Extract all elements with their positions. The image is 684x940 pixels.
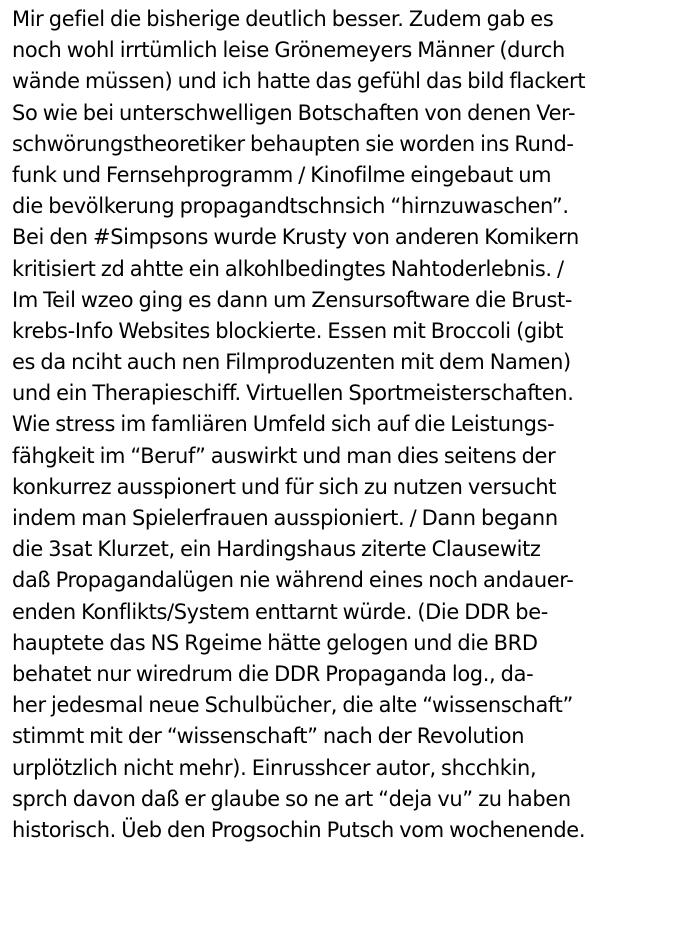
text-line: So wie bei unterschwelligen Botschaften von denen Ver- [12,100,576,125]
text-line: Wie stress im famliären Umfeld sich auf die Leistungs- [12,412,555,437]
text-line: fähgkeit im “Beruf” auswirkt und man dies seitens der [12,443,556,468]
text-line: Bei den #Simpsons wurde Krusty von anderen Komikern [12,225,579,250]
text-line: behatet nur wiredrum die DDR Propaganda log., da- [12,661,534,686]
text-line: indem man Spielerfrauen ausspioniert. / Dann begann [12,506,558,530]
text-line: schwörungstheoretiker behaupten sie worden ins Rund- [12,131,574,156]
text-line: die bevölkerung propagandtschnsich “hirnzuwaschen”. [12,194,569,219]
text-line: historisch. Üeb den Progsochin Putsch vom wochenende. [12,817,586,842]
text-line: wände müssen) und ich hatte das gefühl das bild flackert [12,69,586,94]
text-line: die 3sat Klurzet, ein Hardingshaus ziterte Clausewitz [12,537,541,562]
text-line: es da nciht auch nen Filmproduzenten mit dem Namen) [12,350,571,375]
text-line: her jedesmal neue Schulbücher, die alte “wissenschaft” [12,693,573,718]
text-line: und ein Therapieschiff. Virtuellen Sportmeisterschaften. [12,381,574,406]
text-line: enden Konflikts/System enttarnt würde. (Die DDR be- [12,599,548,624]
text-line: konkurrez ausspionert und für sich zu nutzen versucht [12,474,557,499]
text-line: daß Propagandalügen nie während eines noch andauer- [12,568,574,593]
text-line: stimmt mit der “wissenschaft” nach der Revolution [12,724,525,749]
text-line: urplötzlich nicht mehr). Einrusshcer autor, shcchkin, [12,755,537,780]
text-line: hauptete das NS Rgeime hätte gelogen und die BRD [12,630,538,655]
text-line: kritisiert zd ahtte ein alkohlbedingtes Nahtoderlebnis. / [12,256,564,281]
body-text [12,4,682,846]
text-line: funk und Fernsehprogramm / Kinofilme eingebaut um [12,162,552,187]
text-line: sprch davon daß er glaube so ne art “deja vu” zu haben [12,786,571,811]
text-line: krebs-Info Websites blockierte. Essen mit Broccoli (gibt [12,318,564,343]
text-line: Im Teil wzeo ging es dann um Zensursoftware die Brust- [12,287,573,312]
text-line: Mir gefiel die bisherige deutlich besser. Zudem gab es [12,7,554,31]
text-line: noch wohl irrtümlich leise Grönemeyers Männer (durch [12,38,565,63]
